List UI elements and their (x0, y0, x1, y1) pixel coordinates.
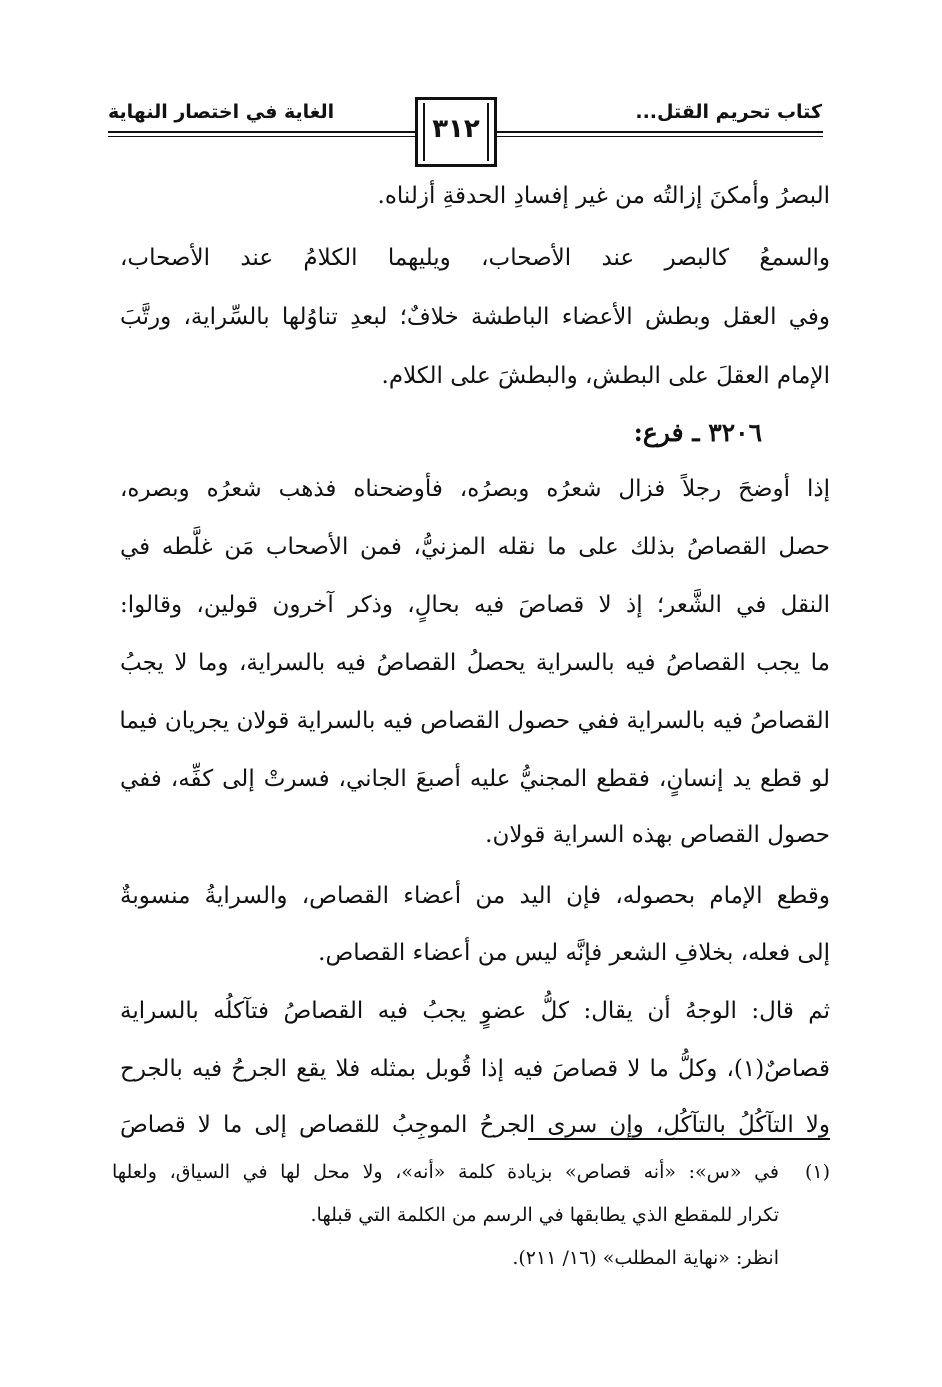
text-line: إلى فعله، بخلافِ الشعر فإنَّه ليس من أعضاء القصاص. (318, 940, 830, 966)
footnote-separator (528, 1138, 830, 1140)
footnote-line: تكرار للمقطع الذي يطابقها في الرسم من الكلمة التي قبلها. (310, 1204, 779, 1226)
section-heading: ٣٢٠٦ ـ فرع: (633, 418, 762, 447)
text-line: قصاصٌ(١)، وكلُّ ما لا قصاصَ فيه إذا قُوبل بمثله فلا يقع الجرحُ فيه بالجرح (120, 1056, 830, 1082)
page-number-frame (415, 97, 497, 167)
text-line: النقل في الشَّعر؛ إذ لا قصاصَ فيه بحالٍ، وذكر آخرون قولين، وقالوا: (120, 592, 830, 618)
header-rule-right-thin (497, 136, 823, 137)
footnote-line: في «س»: «أنه قصاص» بزيادة كلمة «أنه»، ولا محل لها في السياق، ولعلها (112, 1161, 779, 1183)
text-line: والسمعُ كالبصر عند الأصحاب، ويليهما الكلامُ عند الأصحاب، (120, 245, 830, 271)
text-line: ما يجب القصاصُ فيه بالسراية يحصلُ القصاصُ فيه بالسراية، وما لا يجبُ (120, 650, 830, 676)
text-line: إذا أوضحَ رجلاً فزال شعرُه وبصرُه، فأوضحناه فذهب شعرُه وبصره، (120, 476, 830, 502)
header-rule-right (497, 131, 823, 133)
running-header-chapter: كتاب تحريم القتل... (635, 101, 822, 123)
footnote-marker: (١) (804, 1161, 830, 1183)
text-line: البصرُ وأمكنَ إزالتُه من غير إفسادِ الحدقةِ أزلناه. (377, 183, 830, 209)
text-line: وقطع الإمام بحصوله، فإن اليد من أعضاء القصاص، والسرايةُ منسوبةٌ (120, 883, 830, 909)
running-header-book: الغاية في اختصار النهاية (108, 101, 335, 123)
text-line: حصل القصاصُ بذلك على ما نقله المزنيُّ، فمن الأصحاب مَن غلَّطه في (120, 534, 830, 560)
text-line: ثم قال: الوجهُ أن يقال: كلُّ عضوٍ يجبُ فيه القصاصُ فتآكلُه بالسراية (120, 998, 830, 1024)
text-line: لو قطع يد إنسانٍ، فقطع المجنيُّ عليه أصبعَ الجاني، فسرتْ إلى كفِّه، ففي (120, 766, 830, 792)
header-rule-left-thin (108, 136, 415, 137)
page-number: ٣١٢ (432, 114, 480, 144)
text-line: حصول القصاص بهذه السراية قولان. (485, 822, 830, 848)
text-line: ولا التآكُلُ بالتآكُلِ، وإن سرى الجرحُ الموجِبُ للقصاص إلى ما لا قصاصَ (120, 1112, 830, 1138)
text-line: وفي العقل وبطش الأعضاء الباطشة خلافٌ؛ لبعدِ تناوُلها بالسِّراية، ورتَّبَ (120, 304, 830, 330)
footnote-line: انظر: «نهاية المطلب» (١٦/ ٢١١). (512, 1247, 779, 1269)
header-rule-left (108, 131, 415, 133)
text-line: الإمام العقلَ على البطش، والبطشَ على الكلام. (381, 363, 830, 389)
text-line: القصاصُ فيه بالسراية ففي حصول القصاص فيه بالسراية قولان يجريان فيما (119, 708, 830, 734)
